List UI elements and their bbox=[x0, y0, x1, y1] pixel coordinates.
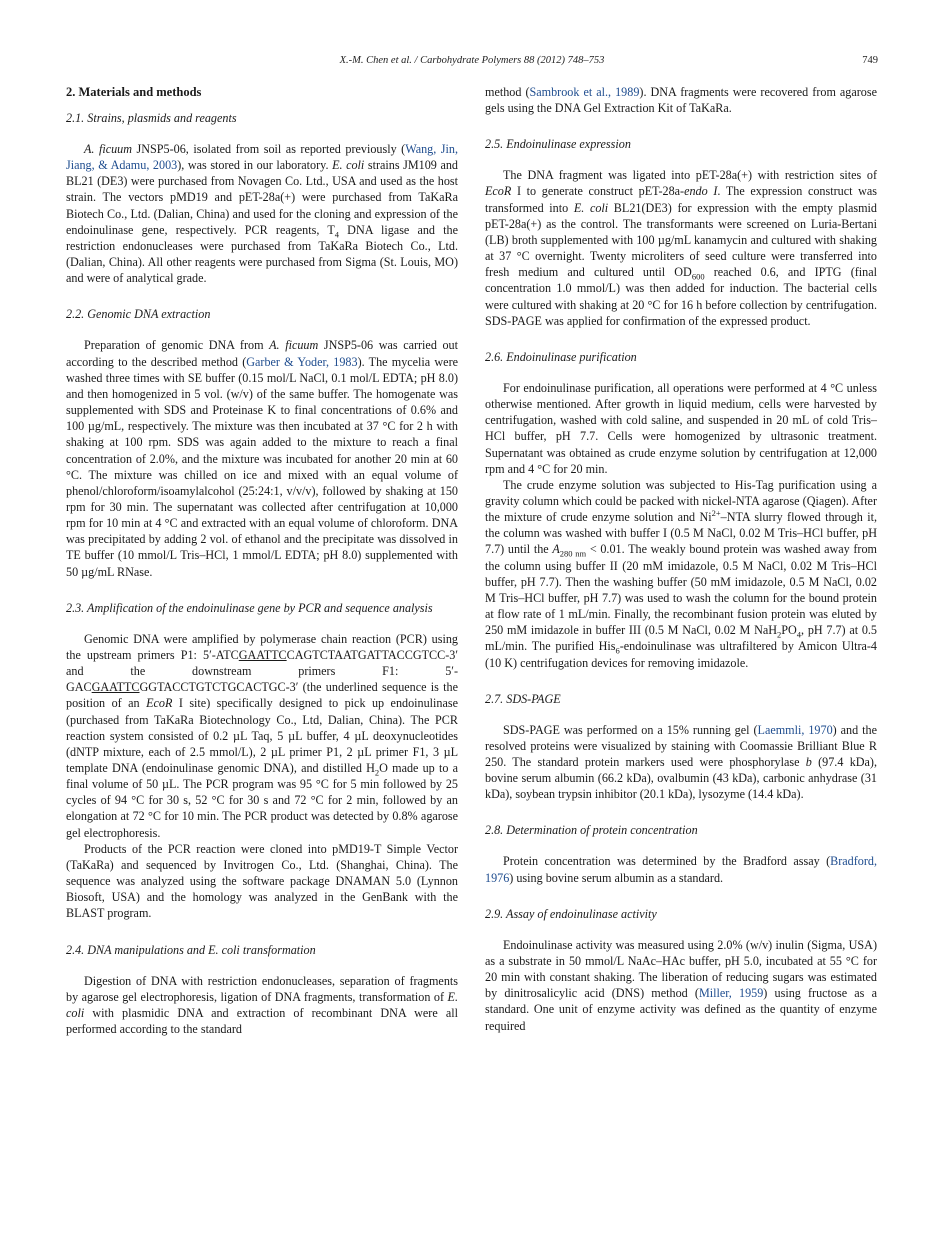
left-column bbox=[66, 84, 458, 1037]
paragraph-2-3-b: Products of the PCR reaction were cloned into pMD19-T Simple Vector (TaKaRa) and sequenced by Invitrogen Co., Ltd. (Shanghai, China). The sequence was analyzed using the software package DNAMAN 5.0 (Lynnon Biosoft, USA) and the homology was analyzed in the GenBank with the BLAST program. bbox=[66, 841, 458, 921]
citation-link[interactable]: Garber & Yoder, 1983 bbox=[246, 354, 358, 369]
citation-link[interactable]: Laemmli, 1970 bbox=[757, 722, 833, 737]
paragraph-2-6-b: The crude enzyme solution was subjected to His-Tag purification using a gravity column which could be packed with nickel-NTA agarose (Qiagen). After the mixture of crude enzyme solution and $Ni^{2+}$–NTA slurry flowed through it, the column was washed with buffer I (0.5 M NaCl, 0.02 M Tris–HCl buffer, pH 7.7) until the $A_{280 nm} < 0.01$. The weakly bound protein was washed away from the column using buffer II (20 mM imidazole, 0.5 M NaCl, 0.02 M Tris–HCl buffer, pH 7.7). Then the washing buffer (50 mM imidazole, 0.5 M NaCl, 0.02 M Tris–HCl buffer, pH 7.7) was used to wash the column for the bound protein at flow rate of 1 mL/min. Finally, the recombinant fusion protein was eluted by 250 mM imidazole in buffer III (0.5 M NaCl, 0.02 M $NaH_2PO_4$, pH 7.7) at 0.5 mL/min. The purified His$_6$-endoinulinase was ultrafiltered by Amicon Ultra-4 (10 K) centrifugation devices for removing imidazole. bbox=[485, 477, 878, 670]
paragraph-2-8: Protein concentration was determined by the Bradford assay (Bradford, 1976) using bovine serum albumin as a standard. bbox=[485, 854, 877, 885]
paragraph-2-9: Endoinulinase activity was measured using 2.0% (w/v) inulin (Sigma, USA) as a substrate in 50 mmol/L NaAc–HAc buffer, pH 5.0, incubated at 55 °C for 20 min with constant shaking. The liberation of reducing sugars was estimated by dinitrosalicylic acid (DNS) method (Miller, 1959) using fructose as a standard. One unit of enzyme activity was defined as the quantity of enzyme required bbox=[485, 937, 877, 1033]
journal-citation: X.-M. Chen et al. / Carbohydrate Polymers 88 (2012) 748–753 bbox=[339, 55, 605, 66]
citation-link[interactable]: Sambrook et al., 1989 bbox=[529, 85, 640, 99]
subsection-title-2-4: 2.4. DNA manipulations and E. coli transformation bbox=[66, 942, 316, 957]
page-number: 749 bbox=[862, 55, 878, 66]
subsection-title-2-9: 2.9. Assay of endoinulinase activity bbox=[485, 906, 657, 921]
running-header bbox=[66, 55, 878, 71]
paragraph-2-3-a: Genomic DNA were amplified by polymerase chain reaction (PCR) using the upstream primers P1: 5′-ATCGAATTCCAGTCTAATGATTACCGTCC-3′ and the downstream primers F1: 5′-GACGAATTCGGTACCTGTCTGCACTGC-3′ (the underlined sequence is the position of an EcoR I site) specifically designed to pick up endoinulinase (purchased from TaKaRa Biotechnology Co., Ltd, Dalian, China). The PCR reaction system consisted of 0.2 µL Taq, 5 µL buffer, 4 µL deoxynucleotides (dNTP mixture, each of 2.5 mmol/L), 2 µL primer P1, 2 µL primer F1, 3 µL template DNA (endoinulinase genomic DNA), and distilled $H_2O$ made up to a final volume of 50 µL. The PCR program was 95 °C for 5 min followed by 25 cycles of 94 °C for 30 s, 52 °C for 30 s and 72 °C for 2 min, followed by an elongation at 72 °C for 10 min. The PCR product was detected by 0.8% agarose gel electrophoresis. bbox=[66, 631, 458, 840]
citation-link[interactable]: Miller, 1959 bbox=[698, 986, 764, 1001]
subsection-title-2-7: 2.7. SDS-PAGE bbox=[485, 691, 561, 706]
subsection-title-2-8: 2.8. Determination of protein concentration bbox=[485, 823, 698, 838]
section-title: 2. Materials and methods bbox=[66, 85, 202, 99]
subsection-title-2-2: 2.2. Genomic DNA extraction bbox=[66, 307, 211, 322]
paragraph-2-6-a: For endoinulinase purification, all operations were performed at 4 °C unless otherwise mentioned. After growth in liquid medium, cells were harvested by centrifugation, washed with cold saline, and suspended in 20 mL of cold Tris–HCl buffer, pH 7.7. Cells were homogenized by ultrasonic treatment. Supernatant was obtained as crude enzyme solution by centrifugation at 12,000 rpm and 4 °C for 20 min. bbox=[485, 380, 877, 476]
subsection-title-2-3: 2.3. Amplification of the endoinulinase gene by PCR and sequence analysis bbox=[66, 600, 433, 615]
paragraph-2-2: Preparation of genomic DNA from A. ficuum JNSP5-06 was carried out according to the described method (Garber & Yoder, 1983). The mycelia were washed three times with SE buffer (0.15 mol/L NaCl, 0.1 mol/L EDTA; pH 8.0) and then homogenized in 5 vol. (w/v) of the same buffer. The homogenate was supplemented with SDS and Proteinase K to final concentrations of 0.6% and 100 µg/mL, respectively. The mixture was then incubated at 37 °C for 2 h with shaking at 100 rpm. SDS was again added to the mixture to reach a final concentration of 2.0%, and the mixture was incubated for another 20 min at 60 °C. The mixture was chilled on ice and mixed with an equal volume of phenol/chloroform/isoamylalcohol (25:24:1, v/v/v), followed by shaking at 150 rpm for 30 min. The supernatant was collected after centrifugation at 10,000 rpm for 10 min at 4 °C and extracted with an equal volume of chloroform. DNA was precipitated by adding 2 vol. of ethanol and the precipitate was dissolved in TE buffer (10 mmol/L Tris–HCl, 1 mmol/L EDTA; pH 8.0) supplemented with 50 µg/mL RNase. bbox=[66, 338, 459, 579]
subsection-title-2-1: 2.1. Strains, plasmids and reagents bbox=[66, 111, 237, 125]
citation-link[interactable]: Bradford, 1976 bbox=[485, 854, 877, 885]
right-column bbox=[485, 84, 877, 1034]
subsection-title-2-5: 2.5. Endoinulinase expression bbox=[485, 137, 631, 152]
paragraph-2-5: The DNA fragment was ligated into pET-28a(+) with restriction sites of EcoR I to generate construct pET-28a-endo I. The expression construct was transformed into E. coli BL21(DE3) for expression with the empty plasmid pET-28a(+) as the control. The transformants were screened on Luria-Bertani (LB) broth supplemented with 100 µg/mL kanamycin and cultured with shaking at 37 °C overnight. Twenty microliters of seed culture were transferred into fresh medium and cultured until $OD_{600}$ reached 0.6, and IPTG (final concentration 1.0 mmol/L) was then added for induction. The bacterial cells were cultured with shaking at 20 °C for 16 h before collection by centrifugation. SDS-PAGE was applied for confirmation of the expressed product. bbox=[485, 168, 877, 328]
paragraph-2-1: A. ficuum JNSP5-06, isolated from soil as reported previously (Wang, Jin, Jiang, & Adamu, 2003), was stored in our laboratory. E. coli strains JM109 and BL21 (DE3) were purchased from Novagen Co. Ltd., USA and used as the host strain. The vectors pMD19 and pET-28a(+) were purchased from TaKaRa Biotech Co., Ltd. (Dalian, China) and used for the cloning and expression of the endoinulinase gene, respectively. PCR reagents, $T_4$ DNA ligase and the restriction endonucleases were purchased from TaKaRa Biotech Co., Ltd. (Dalian, China). All other reagents were purchased from Sigma (St. Louis, MO) and were of analytical grade. bbox=[66, 142, 459, 286]
citation-link[interactable]: Wang, Jin, Jiang, & Adamu, 2003 bbox=[66, 142, 458, 173]
paragraph-2-7: SDS-PAGE was performed on a 15% running gel (Laemmli, 1970) and the resolved proteins were visualized by staining with Coomassie Brilliant Blue R 250. The standard protein markers used were phosphorylase b (97.4 kDa), bovine serum albumin (66.2 kDa), ovalbumin (43 kDa), carbonic anhydrase (31 kDa), soybean trypsin inhibitor (20.1 kDa), lysozyme (14.4 kDa). bbox=[485, 722, 878, 802]
paragraph-2-4: Digestion of DNA with restriction endonucleases, separation of fragments by agarose gel electrophoresis, ligation of DNA fragments, transformation of E. coli with plasmidic DNA and extraction of recombinant DNA were all performed according to the standard bbox=[66, 973, 458, 1037]
paragraph-2-4-continued: method (Sambrook et al., 1989). DNA fragments were recovered from agarose gels using the DNA Gel Extraction Kit of TaKaRa. bbox=[485, 85, 877, 116]
subsection-title-2-6: 2.6. Endoinulinase purification bbox=[485, 349, 637, 364]
